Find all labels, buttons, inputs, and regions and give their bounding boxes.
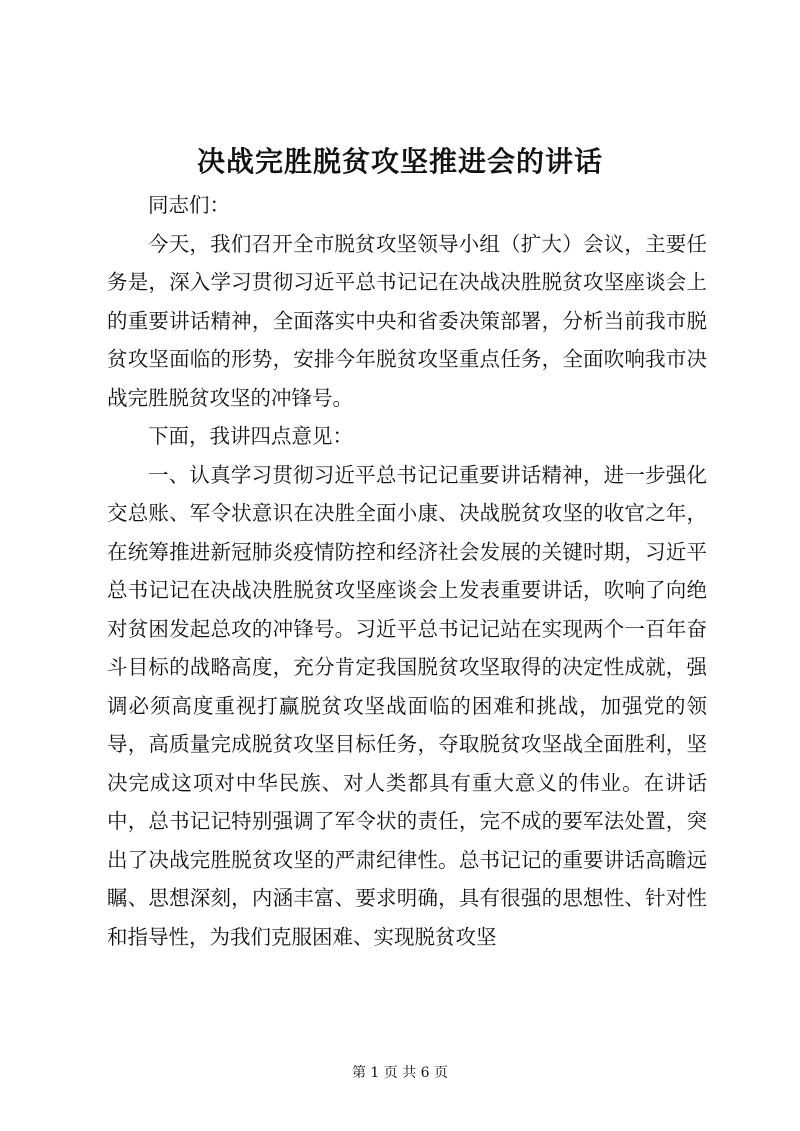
outline-paragraph: 下面，我讲四点意见： [148,424,353,448]
page-footer [0,1063,800,1083]
intro-paragraph: 今天，我们召开全市脱贫攻坚领导小组（扩大）会议，主要任务是，深入学习贯彻习近平总书记记在决战决胜脱贫攻坚座谈会上的重要讲话精神，全面落实中央和省委决策部署，分析当前我市脱贫攻坚面临的形势，安排今年脱贫攻坚重点任务，全面吹响我市决战完胜脱贫攻坚的冲锋号。 [107,231,707,410]
document-body [107,186,707,956]
page-number-label: 第 1 页 共 6 页 [351,1065,449,1081]
section-one-paragraph: 一、认真学习贯彻习近平总书记记重要讲话精神，进一步强化交总账、军令状意识在决胜全面小康、决战脱贫攻坚的收官之年，在统筹推进新冠肺炎疫情防控和经济社会发展的关键时期，习近平总书记记在决战决胜脱贫攻坚座谈会上发表重要讲话，吹响了向绝对贫困发起总攻的冲锋号。习近平总书记记站在实现两个一百年奋斗目标的战略高度，充分肯定我国脱贫攻坚取得的决定性成就，强调必须高度重视打赢脱贫攻坚战面临的困难和挑战，加强党的领导，高质量完成脱贫攻坚目标任务，夺取脱贫攻坚战全面胜利，坚决完成这项对中华民族、对人类都具有重大意义的伟业。在讲话中，总书记记特别强调了军令状的责任，完不成的要军法处置，突出了决战完胜脱贫攻坚的严肃纪律性。总书记记的重要讲话高瞻远瞩、思想深刻，内涵丰富、要求明确，具有很强的思想性、针对性和指导性，为我们克服困难、实现脱贫攻坚 [107,462,707,949]
document-title: 决战完胜脱贫攻坚推进会的讲话 [196,145,603,178]
salutation-paragraph: 同志们： [148,193,230,217]
